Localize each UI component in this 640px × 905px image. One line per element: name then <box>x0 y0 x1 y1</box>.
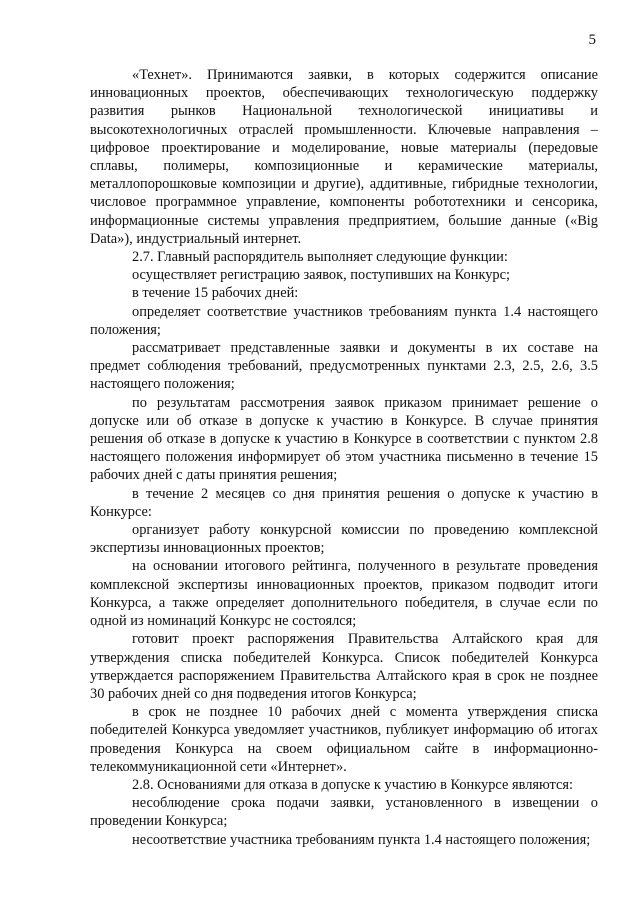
paragraph-participant-compliance: определяет соответствие участников требованиям пункта 1.4 настоящего положения; <box>90 303 598 338</box>
paragraph-commission: организует работу конкурсной комиссии по проведению комплексной экспертизы инновационных проектов; <box>90 522 598 557</box>
paragraph-participant-mismatch: несоответствие участника требованиям пункта 1.4 настоящего положения; <box>132 831 591 848</box>
paragraph-winners-order: готовит проект распоряжения Правительства Алтайского края для утверждения списка победителей Конкурса. Список победителей Конкурса утверждается распоряжением Правительства Алтайского края в срок не позднее 30 рабочих дней со дня подведения итогов Конкурса; <box>90 631 598 702</box>
paragraph-notification: в срок не позднее 10 рабочих дней с момента утверждения списка победителей Конкурса уведомляет участников, публикует информацию об итогах проведения Конкурса на своем официальном сайте в информационно-телекоммуникационной сети «Интернет». <box>90 704 598 775</box>
paragraph-2-months: в течение 2 месяцев со дня принятия решения о допуске к участию в Конкурсе: <box>90 485 598 520</box>
paragraph-deadline-violation: несоблюдение срока подачи заявки, установленного в извещении о проведении Конкурса; <box>90 795 598 830</box>
paragraph-registration: осуществляет регистрацию заявок, поступивших на Конкурс; <box>132 267 511 284</box>
paragraph-admission-decision: по результатам рассмотрения заявок приказом принимает решение о допуске или об отказе в допуске к участию в Конкурсе. В случае принятия решения об отказе в допуске к участию в Конкурсе в соответствии с пунктом 2.8 настоящего положения информирует об этом участника письменно в течение 15 рабочих дней с даты принятия решения; <box>90 394 598 484</box>
paragraph-technet-nomination: «Технет». Принимаются заявки, в которых содержится описание инновационных проектов, обеспечивающих технологическую поддержку развития рынков Национальной технологической инициативы и высокотехнологичных отраслей промышленности. Ключевые направления – цифровое проектирование и моделирование, новые материалы (передовые сплавы, полимеры, композиционные и керамические материалы, металлопорошковые композиции и другие), аддитивные, гибридные технологии, числовое программное управление, компоненты робототехники и сенсорика, информационные системы управления предприятием, большие данные («Big Data»), индустриальный интернет. <box>90 67 598 247</box>
paragraph-review-applications: рассматривает представленные заявки и документы в их составе на предмет соблюдения требований, предусмотренных пунктами 2.3, 2.5, 2.6, 3.5 настоящего положения; <box>90 340 598 393</box>
paragraph-15-days: в течение 15 рабочих дней: <box>132 285 299 302</box>
paragraph-2-7-heading: 2.7. Главный распорядитель выполняет следующие функции: <box>132 249 508 266</box>
paragraph-final-rating: на основании итогового рейтинга, полученного в результате проведения комплексной экспертизы инновационных проектов, приказом подводит итоги Конкурса, а также определяет дополнительного победителя, в случае если по одной из номинаций Конкурс не состоялся; <box>90 558 598 630</box>
page-number: 5 <box>588 32 596 48</box>
document-body <box>90 66 598 849</box>
paragraph-2-8-heading: 2.8. Основаниями для отказа в допуске к участию в Конкурсе являются: <box>132 776 574 793</box>
